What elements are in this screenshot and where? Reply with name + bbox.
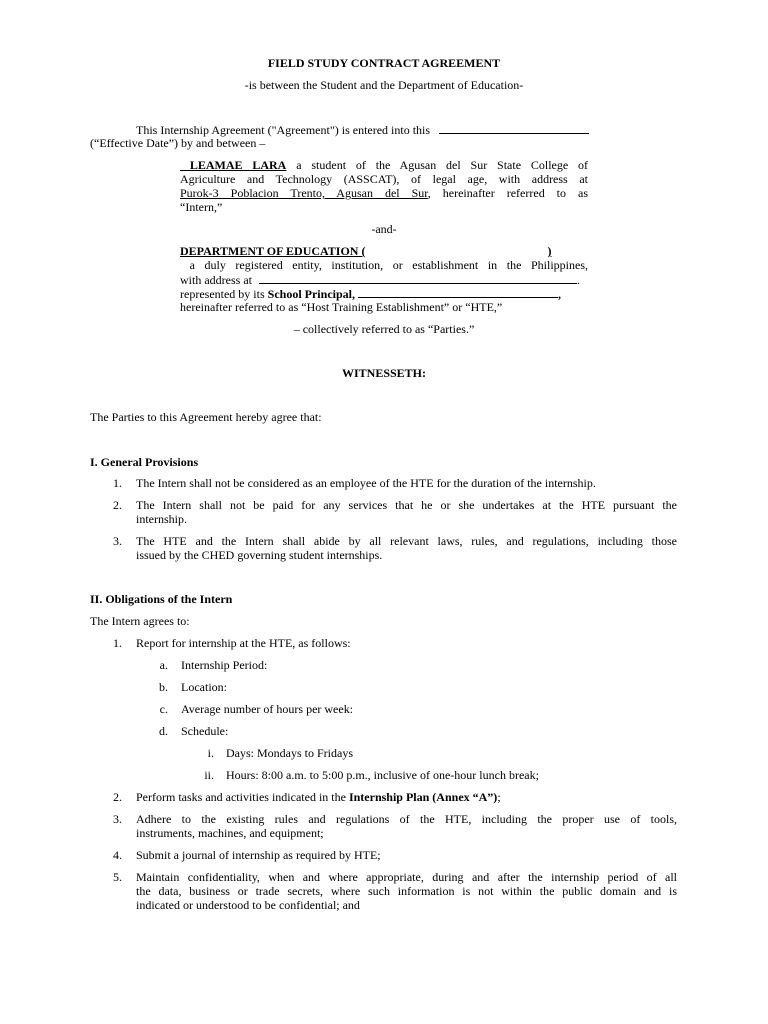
- section-2-item-5-line-3: indicated or understood to be confidential; and: [136, 898, 360, 912]
- section-2-item-number: 1.: [113, 636, 122, 650]
- schedule-hours: Hours: 8:00 a.m. to 5:00 p.m., inclusive of one-hour lunch break;: [226, 768, 539, 782]
- hte-representative-line: represented by its School Principal, ,: [180, 287, 561, 301]
- intro-line-2: (“Effective Date”) by and between –: [90, 136, 266, 150]
- sub-item-letter: a.: [159, 658, 168, 672]
- intro-line-1: [136, 122, 589, 137]
- student-line-2: Agriculture and Technology (ASSCAT), of legal age, with address at: [180, 172, 588, 186]
- hte-address-blank: [259, 272, 577, 284]
- section-1-item-number: 3.: [113, 534, 122, 548]
- section-2-item-4: Submit a journal of internship as required by HTE;: [136, 848, 381, 862]
- location-label: Location:: [181, 680, 227, 694]
- schedule-days: Days: Mondays to Fridays: [226, 746, 353, 760]
- principal-name-blank: [358, 286, 558, 298]
- section-1-item-2-line-1: The Intern shall not be paid for any services that he or she undertakes at the HTE pursuant the: [136, 498, 677, 512]
- sub-item-letter: d.: [159, 724, 168, 738]
- student-line-1: LEAMAE LARA a student of the Agusan del Sur State College of: [180, 158, 588, 172]
- intro-text: This Internship Agreement ("Agreement") is entered into this: [136, 123, 431, 137]
- schedule-label: Schedule:: [181, 724, 229, 738]
- section-2-item-3-line-2: instruments, machines, and equipment;: [136, 826, 324, 840]
- hte-line-2: a duly registered entity, institution, or establishment in the Philippines,: [189, 258, 589, 272]
- sub-sub-item-numeral: ii.: [204, 768, 214, 782]
- student-name: LEAMAE LARA: [189, 158, 287, 172]
- student-address: Purok-3 Poblacion Trento, Agusan del Sur: [180, 186, 428, 200]
- section-1-item-2-line-2: internship.: [136, 512, 187, 526]
- parties-line: – collectively referred to as “Parties.”: [293, 322, 475, 336]
- section-1-item-3-line-1: The HTE and the Intern shall abide by all relevant laws, rules, and regulations, including those: [136, 534, 677, 548]
- section-1-item-number: 1.: [113, 476, 122, 490]
- section-2-item-5-line-1: Maintain confidentiality, when and where appropriate, during and after the internship period of all: [136, 870, 677, 884]
- internship-plan-reference: Internship Plan (Annex “A”): [348, 790, 498, 804]
- document-subtitle: -is between the Student and the Department of Education-: [244, 78, 524, 92]
- witnesseth-heading: WITNESSETH:: [341, 366, 427, 380]
- hte-line-5: hereinafter referred to as “Host Training Establishment” or “HTE,”: [180, 300, 503, 314]
- section-2-heading: II. Obligations of the Intern: [90, 592, 233, 606]
- section-2-item-number: 4.: [113, 848, 122, 862]
- and-separator: -and-: [371, 222, 397, 236]
- section-2-item-number: 3.: [113, 812, 122, 826]
- section-1-item-number: 2.: [113, 498, 122, 512]
- section-2-item-number: 2.: [113, 790, 122, 804]
- agree-line: The Parties to this Agreement hereby agree that:: [90, 410, 322, 424]
- section-1-item-3-line-2: issued by the CHED governing student internships.: [136, 548, 383, 562]
- section-2-item-1: Report for internship at the HTE, as follows:: [136, 636, 351, 650]
- effective-date-blank: [439, 122, 589, 134]
- internship-period-label: Internship Period:: [181, 658, 268, 672]
- sub-item-letter: c.: [159, 702, 168, 716]
- section-2-item-2: Perform tasks and activities indicated in the Internship Plan (Annex “A”);: [136, 790, 501, 804]
- section-2-item-number: 5.: [113, 870, 122, 884]
- hte-address-line: with address at .: [180, 273, 580, 287]
- hours-per-week-label: Average number of hours per week:: [181, 702, 354, 716]
- sub-item-letter: b.: [159, 680, 168, 694]
- sub-sub-item-numeral: i.: [207, 746, 214, 760]
- student-line-3: Purok-3 Poblacion Trento, Agusan del Sur, hereinafter referred to as: [180, 186, 588, 200]
- hte-name-line: DEPARTMENT OF EDUCATION ( ): [180, 244, 552, 258]
- section-2-lead: The Intern agrees to:: [90, 614, 190, 628]
- section-2-item-5-line-2: the data, business or trade secrets, where such information is not within the public domain and is: [136, 884, 677, 898]
- section-1-heading: I. General Provisions: [90, 455, 199, 469]
- student-line-4: “Intern,”: [180, 200, 223, 214]
- section-1-item-1: The Intern shall not be considered as an employee of the HTE for the duration of the internship.: [136, 476, 596, 490]
- section-2-item-3-line-1: Adhere to the existing rules and regulations of the HTE, including the proper use of tools,: [136, 812, 677, 826]
- document-title: FIELD STUDY CONTRACT AGREEMENT: [267, 56, 501, 70]
- principal-label: School Principal,: [267, 287, 355, 301]
